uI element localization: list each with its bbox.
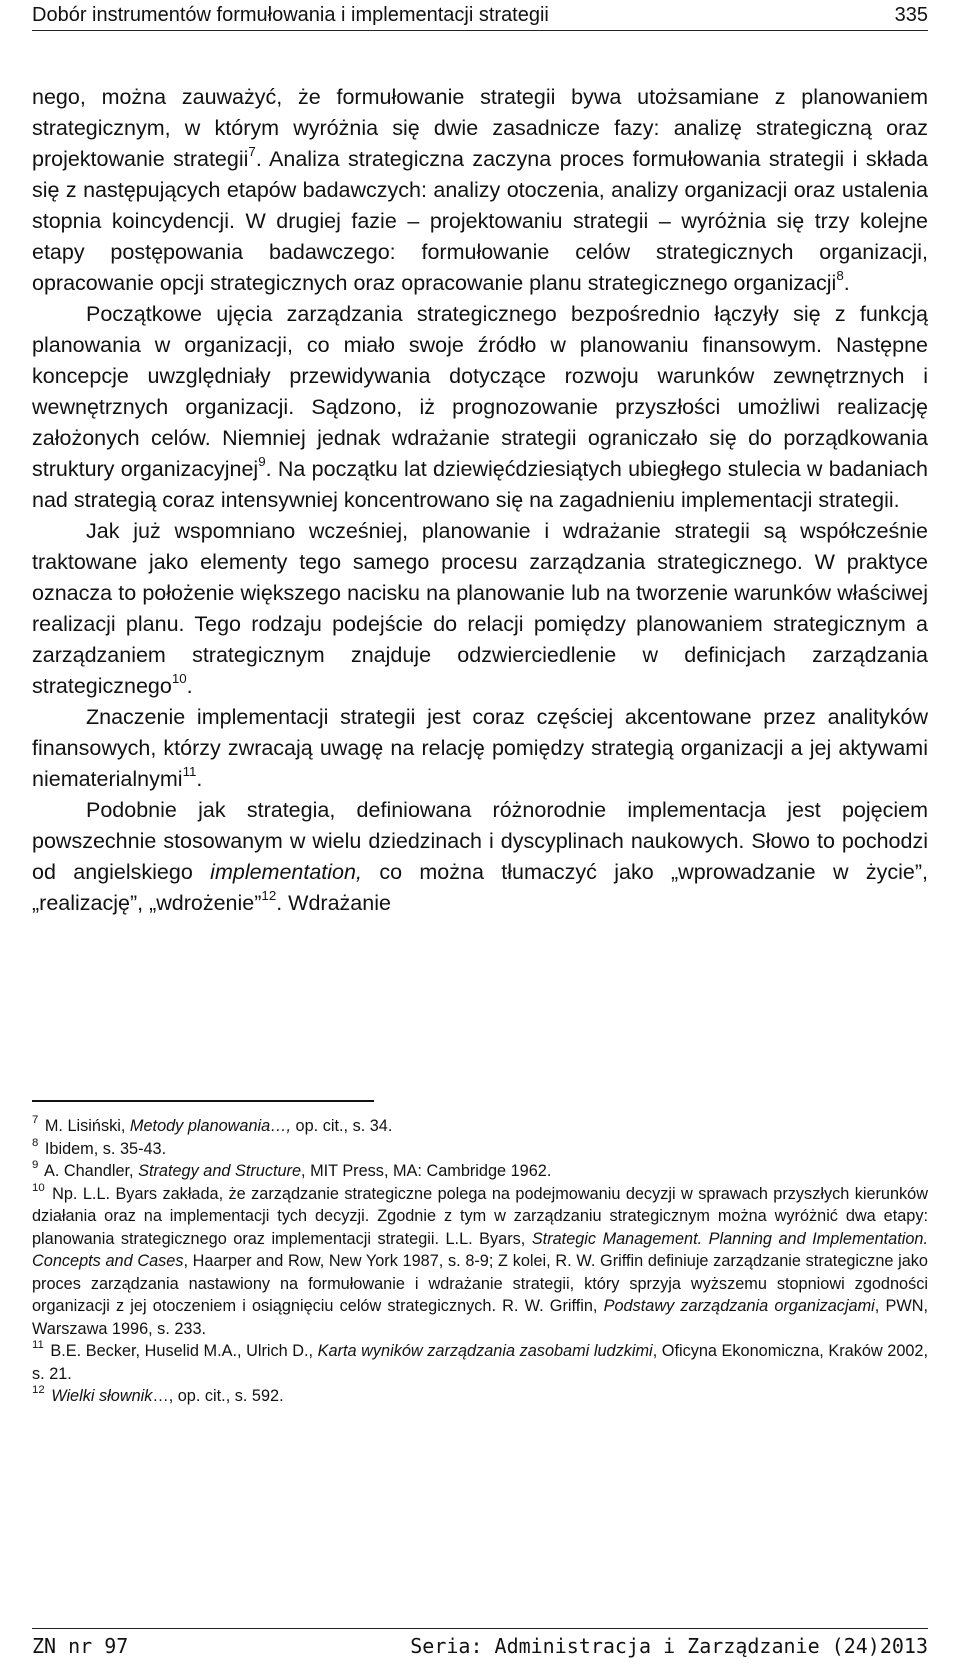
paragraph-1 xyxy=(32,82,928,299)
footnote-11 xyxy=(32,1340,928,1385)
page-number: 335 xyxy=(894,3,928,26)
footnote-number: 8 xyxy=(32,1136,39,1149)
text-run: . Analiza strategiczna zaczyna proces formułowania strategii i składa się z następujących etapów badawczych: analizy otoczenia, analizy organizacji oraz ustalenia stopnia koincydencji. W drugiej fazie – projektowaniu strategii – wyróżnia się trzy kolejne etapy postępowania badawczego: formułowanie celów strategicznych organizacji, opracowanie opcji strategicznych oraz opracowanie planu strategicznego organizacji xyxy=(32,147,928,295)
footnote-ref-12[interactable]: 12 xyxy=(261,888,277,904)
paragraph-3 xyxy=(32,516,928,702)
text-run: A. Chandler, xyxy=(40,1162,139,1180)
text-run: nego, można zauważyć, że formułowanie strategii bywa utożsamiane z planowaniem strategicznym, w którym wyróżnia się dwie zasadnicze fazy: analizę strategiczną oraz projektowanie strategii xyxy=(32,85,928,171)
footnote-10 xyxy=(32,1183,928,1341)
text-run: . Na początku lat dziewięćdziesiątych ubiegłego stulecia w badaniach nad strategią coraz intensywniej koncentrowano się na zagadnieniu implementacji strategii. xyxy=(32,457,928,512)
text-run: . xyxy=(843,271,850,295)
text-run: Znaczenie implementacji strategii jest coraz częściej akcentowane przez analityków finansowych, którzy zwracają uwagę na relację pomiędzy strategią organizacji a jej aktywami niematerialnymi xyxy=(32,705,928,791)
footnote-ref-8[interactable]: 8 xyxy=(836,268,844,284)
header-title: Dobór instrumentów formułowania i implementacji strategii xyxy=(32,3,549,26)
text-run: …, op. cit., s. 592. xyxy=(152,1387,284,1405)
paragraph-5 xyxy=(32,795,928,919)
italic-title: Karta wyników zarządzania zasobami ludzkimi xyxy=(317,1342,653,1360)
footnote-ref-11[interactable]: 11 xyxy=(182,764,197,780)
footer-series: Seria: Administracja i Zarządzanie (24)2013 xyxy=(410,1634,928,1658)
footnote-12 xyxy=(32,1385,928,1408)
running-footer xyxy=(32,1628,928,1663)
footnote-9 xyxy=(32,1160,928,1183)
text-run: op. cit., s. 34. xyxy=(291,1117,393,1135)
italic-title: Strategy and Structure xyxy=(138,1162,302,1180)
footnote-number: 12 xyxy=(32,1384,45,1397)
body-text xyxy=(32,82,928,919)
footnote-7 xyxy=(32,1115,928,1138)
footer-issue: ZN nr 97 xyxy=(32,1634,129,1658)
text-run: Podobnie jak strategia, definiowana różnorodnie implementacja jest pojęciem powszechnie stosowanym w wielu dziedzinach i dyscyplinach naukowych. Słowo to pochodzi od angielskiego xyxy=(32,798,928,884)
footnote-ref-7[interactable]: 7 xyxy=(248,144,256,160)
footnote-ref-10[interactable]: 10 xyxy=(171,671,187,687)
italic-title: Podstawy zarządzania organizacjami xyxy=(603,1297,875,1315)
text-run: Jak już wspomniano wcześniej, planowanie i wdrażanie strategii są współcześnie traktowane jako elementy tego samego procesu zarządzania strategicznego. W praktyce oznacza to położenie większego nacisku na planowanie lub na tworzenie warunków właściwej realizacji planu. Tego rodzaju podejście do relacji pomiędzy planowaniem strategicznym a zarządzaniem strategicznym znajduje odzwierciedlenie w definicjach zarządzania strategicznego xyxy=(32,519,928,698)
italic-title: Wielki słownik xyxy=(51,1387,153,1405)
footnote-number: 10 xyxy=(32,1181,45,1194)
footnote-ref-9[interactable]: 9 xyxy=(258,454,266,470)
running-header xyxy=(32,0,928,31)
text-run: . Wdrażanie xyxy=(276,891,391,915)
footnote-number: 7 xyxy=(32,1114,39,1127)
text-run: B.E. Becker, Huselid M.A., Ulrich D., xyxy=(45,1342,318,1360)
text-run: co można tłumaczyć jako „wprowadzanie w życie”, „realizację”, „wdrożenie” xyxy=(32,860,928,915)
footnote-number: 9 xyxy=(32,1159,39,1172)
text-run: Np. L.L. Byars zakłada, że zarządzanie strategiczne polega na podejmowaniu decyzji w sprawach przyszłych kierunków działania oraz na implementacji tych decyzji. Zgodnie z tym w zarządzaniu strategicznym można wyróżnić dwa etapy: planowania strategicznego oraz implementacji strategii. L.L. Byars, xyxy=(32,1184,928,1248)
text-run: M. Lisiński, xyxy=(40,1117,130,1135)
italic-term: implementation, xyxy=(210,860,362,884)
text-run: Początkowe ujęcia zarządzania strategicznego bezpośrednio łączyły się z funkcją planowania w organizacji, co miało swoje źródło w planowaniu finansowym. Następne koncepcje uwzględniały przewidywania dotyczące rozwoju warunków zewnętrznych i wewnętrznych organizacji. Sądzono, iż prognozowanie przyszłości umożliwi realizację założonych celów. Niemniej jednak wdrażanie strategii ograniczało się do porządkowania struktury organizacyjnej xyxy=(32,302,928,481)
footnote-8 xyxy=(32,1138,928,1161)
text-run: . xyxy=(196,767,203,791)
footnote-number: 11 xyxy=(32,1339,44,1352)
footnote-separator xyxy=(32,1100,374,1102)
text-run: , Oficyna Ekonomiczna, Kraków 2002, s. 21. xyxy=(32,1342,929,1383)
text-run: , Haarper and Row, New York 1987, s. 8-9; Z kolei, R. W. Griffin definiuje zarządzanie strategiczne jako proces zarządzania nastawiony na formułowanie i wdrażanie strategii, który sprzyja wyższemu stopniowi zgodności organizacji z jej otoczeniem i osiągnięciu celów strategicznych. R. W. Griffin, xyxy=(32,1252,928,1315)
italic-title: Strategic Management. Planning and Implementation. Concepts and Cases xyxy=(32,1229,928,1270)
text-run: , MIT Press, MA: Cambridge 1962. xyxy=(301,1162,552,1180)
italic-title: Metody planowania…, xyxy=(129,1117,292,1135)
text-run: . xyxy=(186,674,193,698)
paragraph-2 xyxy=(32,299,928,516)
text-run: , PWN, Warszawa 1996, s. 233. xyxy=(32,1297,928,1338)
paragraph-4 xyxy=(32,702,928,795)
footnotes xyxy=(32,1115,928,1408)
text-run: Ibidem, s. 35-43. xyxy=(40,1139,167,1158)
